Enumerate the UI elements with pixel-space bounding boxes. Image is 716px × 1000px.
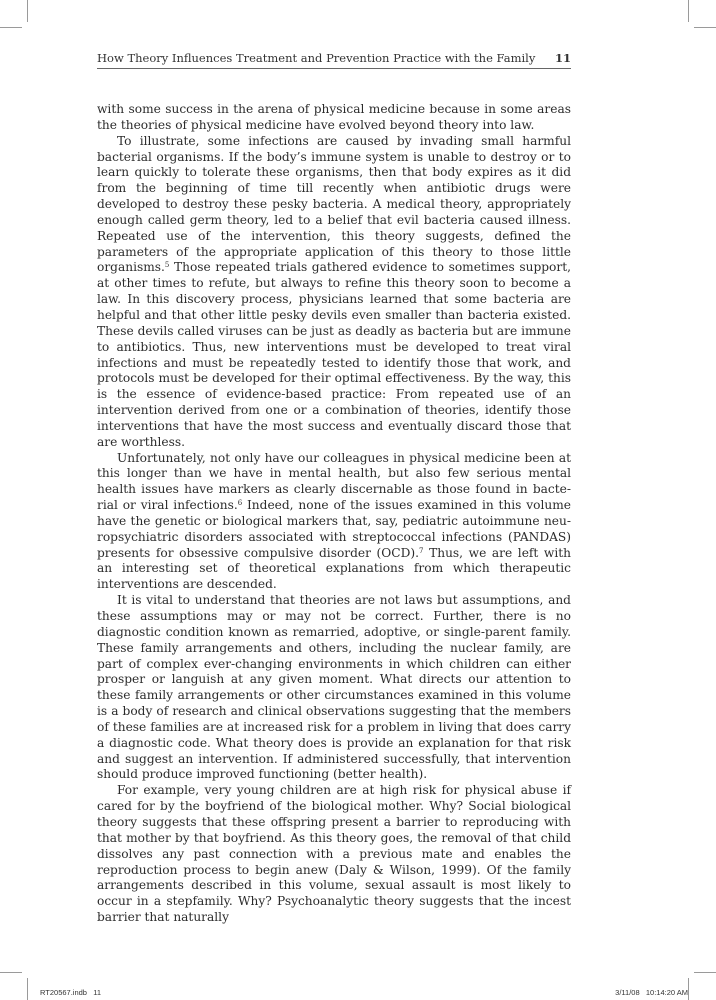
crop-mark-top-right-h bbox=[694, 27, 716, 28]
crop-mark-bottom-right-h bbox=[694, 972, 716, 973]
body-text bbox=[97, 102, 571, 926]
paragraph-text: Unfortunately, not only have our colleagues in physical medicine been at this longer than we have in mental health, but also few serious mental health issues have markers as clearly discernable as those found in bacterial or viral infections. bbox=[97, 450, 571, 513]
running-title: How Theory Influences Treatment and Prevention Practice with the Family bbox=[97, 51, 536, 65]
running-header bbox=[97, 50, 571, 69]
paragraph-1 bbox=[97, 102, 571, 134]
paragraph-text: To illustrate, some infections are caused by invading small harmful bacterial organisms. If the body’s immune system is unable to destroy or to learn quickly to tolerate these organisms, then that body expires as it did from the beginning of time till recently when antibiotic drugs were developed to destroy these pesky bacteria. A medical theory, appropriately enough called germ theory, led to a belief that evil bacteria caused illness. Repeated use of the intervention, this theory suggests, defined the parameters of the appropriate application of this theory to those little organisms. bbox=[97, 133, 571, 275]
paragraph-text: Indeed, none of the issues examined in this volume have the genetic or biological markers that, say, pediatric autoimmune neuropsychiatric disorders associated with streptococcal infections (PANDAS) presents for obsessive compulsive disorder (OCD). bbox=[97, 498, 571, 560]
paragraph-2 bbox=[97, 134, 571, 451]
paragraph-text: Thus, we are left with an interesting set of theoretical explanations from which therapeutic interventions are descended. bbox=[97, 545, 571, 592]
print-slug-file: RT20567.indb 11 bbox=[40, 988, 102, 997]
crop-mark-top-right bbox=[688, 0, 689, 22]
footnote-ref: 6 bbox=[237, 499, 243, 508]
crop-mark-bottom-right bbox=[688, 978, 689, 1000]
paragraph-text: with some success in the arena of physical medicine because in some areas the theories of physical medicine have evolved beyond theory into law. bbox=[97, 102, 571, 132]
footnote-ref: 5 bbox=[164, 261, 170, 270]
paragraph-text: For example, very young children are at high risk for physical abuse if cared for by the boyfriend of the biological mother. Why? Social biological theory suggests that these offspring present a barrier to reproducing with that mother by that boyfriend. As this theory goes, the removal of that child dissolves any past connection with a previous mate and enables the reproduction process to begin anew (Daly & Wilson, 1999). Of the family arrangements described in this volume, sexual assault is most likely to occur in a stepfamily. Why? Psychoanalytic theory suggests that the incest barrier that naturally bbox=[97, 783, 571, 925]
print-slug-timestamp: 3/11/08 10:14:20 AM bbox=[615, 988, 688, 997]
paragraph-text: Those repeated trials gathered evidence to sometimes support, at other times to refute, but always to refine this theory soon to become a law. In this discovery process, physicians learned that some bacteria are helpful and that other little pesky devils even smaller than bacteria existed. These devils called viruses can be just as deadly as bacteria but are immune to antibiotics. Thus, new interventions must be developed to treat viral infections and must be repeatedly tested to identify those that work, and protocols must be developed for their optimal effectiveness. By the way, this is the essence of evidence-based practice: From repeated use of an intervention derived from one or a combination of theories, identify those interventions that have the most success and eventually discard those that are worthless. bbox=[97, 260, 571, 449]
crop-mark-bottom-left-h bbox=[0, 972, 22, 973]
crop-mark-top-left-h bbox=[0, 27, 22, 28]
crop-mark-top-left bbox=[27, 0, 28, 22]
footnote-ref: 7 bbox=[419, 546, 424, 555]
paragraph-3 bbox=[97, 451, 571, 594]
paragraph-5 bbox=[97, 783, 571, 926]
paragraph-text: It is vital to understand that theories are not laws but assumptions, and these assumptions may or may not be correct. Further, there is no diagnostic condition known as remarried, adoptive, or single-parent family. These family arrangements and others, including the nuclear family, are part of complex ever-changing environments in which children can either prosper or languish at any given moment. What directs our attention to these family arrangements or other circumstances examined in this volume is a body of research and clinical observations suggesting that the members of these families are at increased risk for a problem in living that does carry a diagnostic code. What theory does is provide an explanation for that risk and suggest an intervention. If administered successfully, that intervention should produce improved functioning (better health). bbox=[97, 593, 571, 782]
paragraph-4 bbox=[97, 593, 571, 783]
crop-mark-bottom-left bbox=[27, 978, 28, 1000]
page-number: 11 bbox=[554, 51, 571, 65]
